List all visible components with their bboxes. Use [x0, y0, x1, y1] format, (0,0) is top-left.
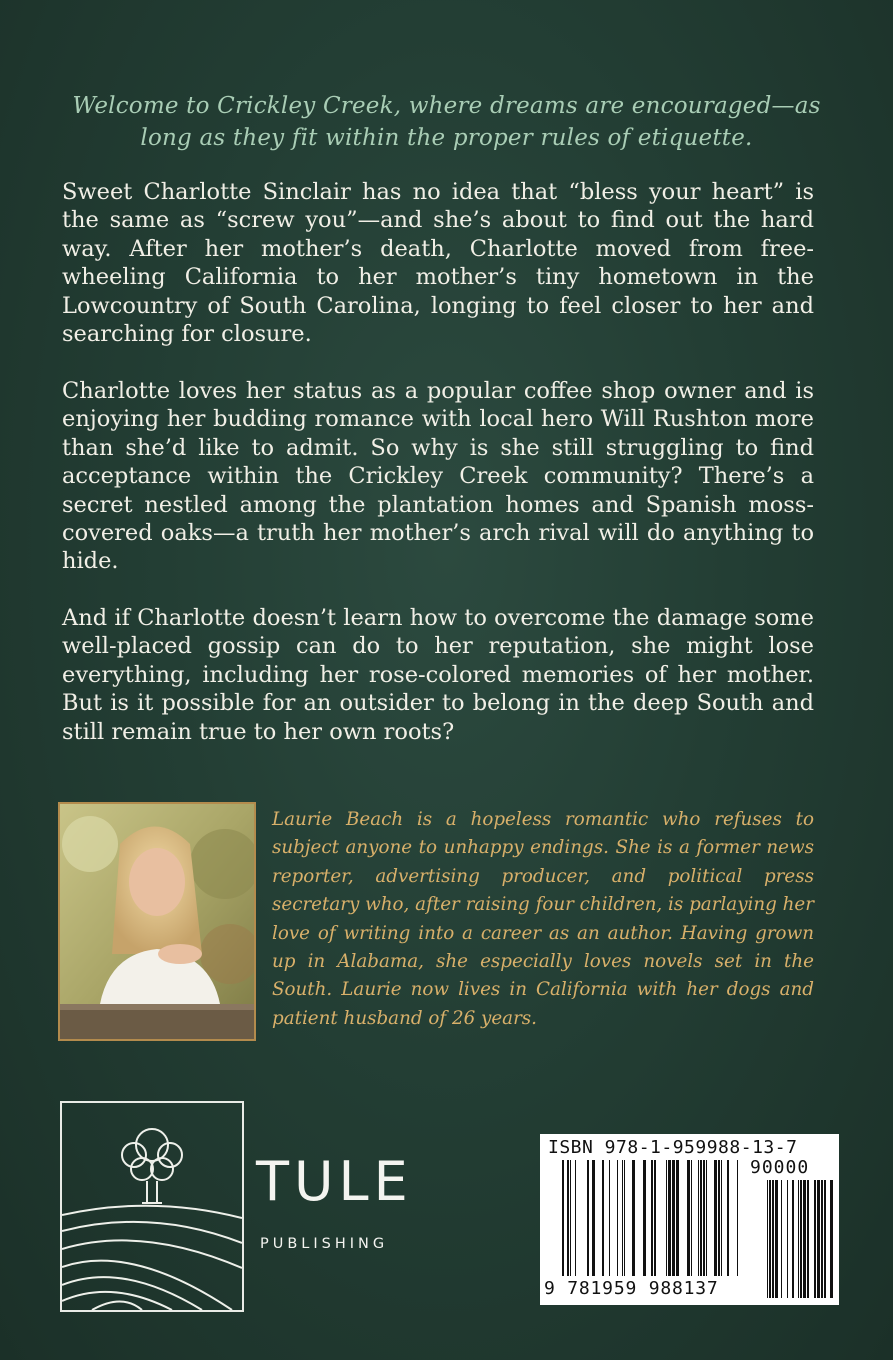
publisher-logo-mark: [60, 1101, 244, 1312]
tagline: Welcome to Crickley Creek, where dreams are encouraged—as long as they fit within the proper rules of etiquette.: [72, 93, 821, 151]
isbn-barcode: [540, 1134, 839, 1305]
fields-icon: [62, 1206, 242, 1310]
isbn-label: ISBN 978-1-959988-13-7: [548, 1137, 798, 1158]
blurb-paragraph-1: Sweet Charlotte Sinclair has no idea that “bless your heart” is the same as “screw you”—and she’s about to find out the hard way. After her mother’s death, Charlotte moved from free-wheeling California to her mother’s tiny hometown in the Lowcountry of South Carolina, longing to feel closer to her and searching for closure.: [62, 179, 814, 348]
author-photo: [58, 802, 256, 1041]
ean-digits: 9 781959 988137: [544, 1278, 719, 1299]
author-bio: Laurie Beach is a hopeless romantic who refuses to subject anyone to unhappy endings. She is a former news reporter, advertising producer, and political press secretary who, after raising four children, is parlaying her love of writing into a career as an author. Having grown up in Alabama, she especially loves novels set in the South. Laurie now lives in California with her dogs and patient husband of 26 years.: [272, 809, 814, 1029]
publisher-name: TULE: [256, 1150, 413, 1213]
blurb-paragraph-3: And if Charlotte doesn’t learn how to overcome the damage some well-placed gossip can do to her reputation, she might lose everything, including her rose-colored memories of her mother. But is it possible for an outsider to belong in the deep South and still remain true to her own roots?: [62, 605, 814, 745]
tree-icon: [122, 1129, 182, 1203]
price-code: 90000: [750, 1157, 810, 1178]
blurb-paragraph-2: Charlotte loves her status as a popular coffee shop owner and is enjoying her budding romance with local hero Will Rushton more than she’d like to admit. So why is she still struggling to find acceptance within the Crickley Creek community? There’s a secret nestled among the plantation homes and Spanish moss-covered oaks—a truth her mother’s arch rival will do anything to hide.: [62, 378, 814, 575]
publisher-subtitle: PUBLISHING: [260, 1236, 389, 1252]
